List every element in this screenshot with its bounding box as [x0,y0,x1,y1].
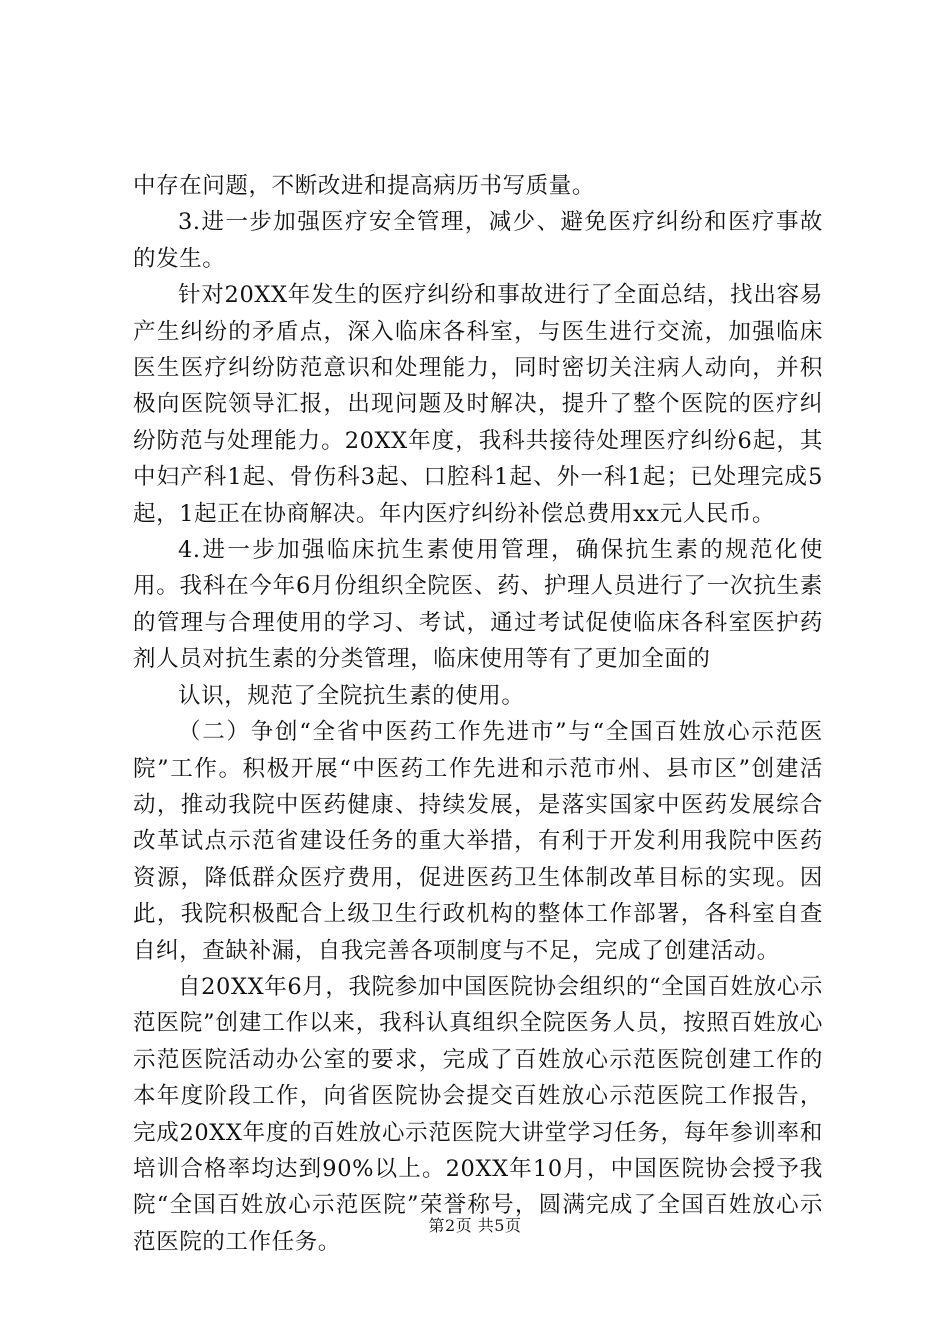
paragraph-7: 自20XX年6月，我院参加中国医院协会组织的“全国百姓放心示范医院”创建工作以来，我科认真组织全院医务人员，按照百姓放心示范医院活动办公室的要求，完成了百姓放心示范医院创建工作的本年度阶段工作，向省医院协会提交百姓放心示范医院工作报告，完成20XX年度的百姓放心示范医院大讲堂学习任务，每年参训率和培训合格率均达到90%以上。20XX年10月，中国医院协会授予我院“全国百姓放心示范医院”荣誉称号，圆满完成了全国百姓放心示范医院的工作任务。 [133,973,823,1255]
paragraph-2: 3.进一步加强医疗安全管理，减少、避免医疗纠纷和医疗事故的发生。 [133,209,823,272]
paragraph-3: 针对20XX年发生的医疗纠纷和事故进行了全面总结，找出容易产生纠纷的矛盾点，深入临床各科室，与医生进行交流，加强临床医生医疗纠纷防范意识和处理能力，同时密切关注病人动向，并积极向医院领导汇报，出现问题及时解决，提升了整个医院的医疗纠纷防范与处理能力。20XX年度，我科共接待处理医疗纠纷6起，其中妇产科1起、骨伤科3起、口腔科1起、外一科1起；已处理完成5起，1起正在协商解决。年内医疗纠纷补偿总费用xx元人民币。 [133,282,823,527]
document-body [133,168,823,1260]
paragraph-6: （二）争创“全省中医药工作先进市”与“全国百姓放心示范医院”工作。积极开展“中医药工作先进和示范市州、县市区”创建活动，推动我院中医药健康、持续发展，是落实国家中医药发展综合改革试点示范省建设任务的重大举措，有利于开发利用我院中医药资源，降低群众医疗费用，促进医药卫生体制改革目标的实现。因此，我院积极配合上级卫生行政机构的整体工作部署，各科室自查自纠，查缺补漏，自我完善各项制度与不足，完成了创建活动。 [133,719,823,964]
page-footer [0,1213,950,1236]
paragraph-1: 中存在问题，不断改进和提高病历书写质量。 [133,173,596,199]
paragraph-5: 认识，规范了全院抗生素的使用。 [178,682,525,709]
page-number-label: 第2页 共5页 [428,1216,522,1235]
paragraph-4: 4.进一步加强临床抗生素使用管理，确保抗生素的规范化使用。我科在今年6月份组织全院医、药、护理人员进行了一次抗生素的管理与合理使用的学习、考试，通过考试促使临床各科室医护药剂人员对抗生素的分类管理，临床使用等有了更加全面的 [133,537,823,673]
